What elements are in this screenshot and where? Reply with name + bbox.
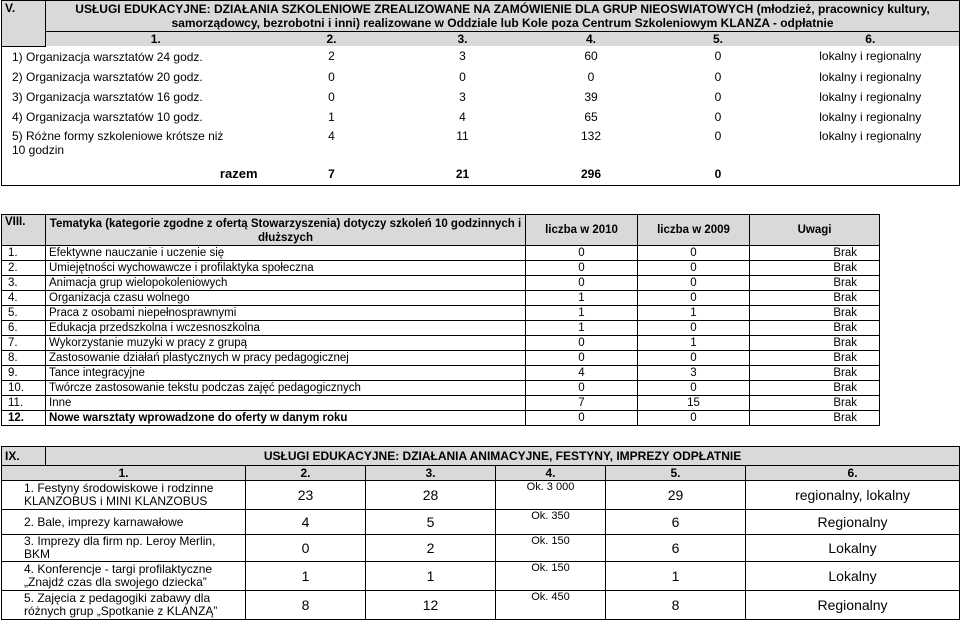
cell: 1 xyxy=(606,562,746,591)
header-topic: Tematyka (kategorie zgodne z ofertą Stowarzyszenia) dotyczy szkoleń 10 godzinnych i dłuższych xyxy=(46,215,526,246)
row-topic: Zastosowanie działań plastycznych w pracy pedagogicznej xyxy=(46,351,526,366)
section-v-col-numbers xyxy=(2,32,960,47)
row-note: Brak xyxy=(750,411,880,426)
row-note: Brak xyxy=(750,306,880,321)
row-2009: 0 xyxy=(638,246,750,261)
row-2009: 0 xyxy=(638,291,750,306)
table-row xyxy=(2,591,960,620)
row-2010: 7 xyxy=(526,396,638,411)
table-row xyxy=(2,336,880,351)
row-2009: 0 xyxy=(638,276,750,291)
row-label: 3. Imprezy dla firm np. Leroy Merlin, BKM xyxy=(2,535,246,562)
cell: Lokalny xyxy=(746,535,960,562)
cell: 1 xyxy=(328,109,335,124)
row-number: 8. xyxy=(2,351,46,366)
cell: 0 xyxy=(714,49,722,64)
section-ix-col-numbers xyxy=(2,466,960,481)
cell: Ok. 150 xyxy=(496,562,606,591)
row-note: Brak xyxy=(750,321,880,336)
table-row xyxy=(2,535,960,562)
cell: 0 xyxy=(714,69,722,84)
row-label: 2) Organizacja warsztatów 20 godz. xyxy=(12,69,203,84)
cell: 6 xyxy=(606,510,746,535)
table-row xyxy=(2,276,880,291)
cell: 0 xyxy=(246,535,366,562)
row-number: 3. xyxy=(2,276,46,291)
cell: 4 xyxy=(246,510,366,535)
cell: lokalny i regionalny xyxy=(819,128,922,143)
row-label: 1. Festyny środowiskowe i rodzinne KLANZOBUS i MINI KLANZOBUS xyxy=(2,481,246,510)
table-row xyxy=(2,321,880,336)
table-row xyxy=(2,46,960,67)
header-notes: Uwagi xyxy=(750,215,880,246)
cell: 11 xyxy=(456,128,469,143)
section-ix-table xyxy=(1,446,960,620)
row-topic: Twórcze zastosowanie tekstu podczas zajęć pedagogicznych xyxy=(46,381,526,396)
cell: 7 xyxy=(328,166,335,181)
row-note: Brak xyxy=(750,291,880,306)
row-2010: 0 xyxy=(526,276,638,291)
row-2010: 4 xyxy=(526,366,638,381)
total-label: razem xyxy=(219,166,258,181)
table-row xyxy=(2,291,880,306)
cell: 39 xyxy=(584,89,598,104)
section-v-title: USŁUGI EDUKACYJNE: DZIAŁANIA SZKOLENIOWE ZREALIZOWANE NA ZAMÓWIENIE DLA GRUP NIEOSWIATOWYCH (młodzież, pracownicy kultury, samorządowcy, bezrobotni i inni) realizowane w Oddziale lub Kole poza Centrum Szkoleniowym KLANZA - odpłatnie xyxy=(46,1,960,32)
cell: 2 xyxy=(366,535,496,562)
row-2010: 0 xyxy=(526,261,638,276)
cell: 4 xyxy=(459,109,466,124)
row-number: 10. xyxy=(2,381,46,396)
cell: 132 xyxy=(580,128,602,143)
table-row xyxy=(2,396,880,411)
table-row xyxy=(2,366,880,381)
cell: 0 xyxy=(714,89,722,104)
row-topic: Praca z osobami niepełnosprawnymi xyxy=(46,306,526,321)
section-viii-roman: VIII. xyxy=(2,215,46,246)
row-label: 2. Bale, imprezy karnawałowe xyxy=(2,510,246,535)
cell: regionalny, lokalny xyxy=(746,481,960,510)
cell xyxy=(782,163,960,186)
table-row xyxy=(2,562,960,591)
row-note: Brak xyxy=(750,276,880,291)
row-number: 9. xyxy=(2,366,46,381)
cell: 28 xyxy=(366,481,496,510)
row-2010: 0 xyxy=(526,411,638,426)
cell: Ok. 450 xyxy=(496,591,606,620)
cell: 29 xyxy=(606,481,746,510)
cell: Ok. 150 xyxy=(496,535,606,562)
row-2009: 0 xyxy=(638,321,750,336)
cell: 8 xyxy=(246,591,366,620)
row-note: Brak xyxy=(750,246,880,261)
row-topic: Tance integracyjne xyxy=(46,366,526,381)
row-2010: 0 xyxy=(526,381,638,396)
row-number: 2. xyxy=(2,261,46,276)
table-row xyxy=(2,411,880,426)
row-label: 5) Różne formy szkoleniowe krótsze niż 10 godzin xyxy=(12,128,224,157)
row-topic: Organizacja czasu wolnego xyxy=(46,291,526,306)
cell: 8 xyxy=(606,591,746,620)
col-number: 6. xyxy=(746,466,960,481)
table-row xyxy=(2,510,960,535)
col-number: 5. xyxy=(606,466,746,481)
section-v-header xyxy=(2,1,960,32)
row-label: 1) Organizacja warsztatów 24 godz. xyxy=(12,49,203,64)
table-row xyxy=(2,246,880,261)
cell: 3 xyxy=(459,49,466,64)
table-row xyxy=(2,261,880,276)
row-note: Brak xyxy=(750,396,880,411)
row-number: 6. xyxy=(2,321,46,336)
cell: Regionalny xyxy=(746,591,960,620)
cell: Ok. 350 xyxy=(496,510,606,535)
row-number: 4. xyxy=(2,291,46,306)
table-row xyxy=(2,381,880,396)
row-2010: 0 xyxy=(526,351,638,366)
section-ix-rows xyxy=(2,481,960,620)
total-row xyxy=(2,163,960,186)
cell: 60 xyxy=(584,49,598,64)
cell: Lokalny xyxy=(746,562,960,591)
cell: 0 xyxy=(587,69,595,84)
row-number: 1. xyxy=(2,246,46,261)
cell: 0 xyxy=(714,128,722,143)
section-viii-header xyxy=(2,215,880,246)
row-note: Brak xyxy=(750,351,880,366)
row-2010: 0 xyxy=(526,336,638,351)
row-2009: 0 xyxy=(638,261,750,276)
cell: 1 xyxy=(246,562,366,591)
row-topic: Edukacja przedszkolna i wczesnoszkolna xyxy=(46,321,526,336)
table-row xyxy=(2,481,960,510)
row-topic: Inne xyxy=(46,396,526,411)
row-2009: 1 xyxy=(638,336,750,351)
col-number: 6. xyxy=(782,32,960,47)
row-topic: Efektywne nauczanie i uczenie się xyxy=(46,246,526,261)
row-topic: Nowe warsztaty wprowadzone do oferty w danym roku xyxy=(46,411,526,426)
section-ix-header xyxy=(2,447,960,466)
section-v-roman: V. xyxy=(2,1,46,47)
table-row xyxy=(2,87,960,107)
row-2010: 1 xyxy=(526,291,638,306)
cell: lokalny i regionalny xyxy=(819,109,922,124)
col-number: 3. xyxy=(398,32,528,47)
col-number: 2. xyxy=(266,32,398,47)
section-v-table xyxy=(1,0,960,186)
row-number: 7. xyxy=(2,336,46,351)
header-2009: liczba w 2009 xyxy=(638,215,750,246)
row-topic: Animacja grup wielopokoleniowych xyxy=(46,276,526,291)
row-label: 4. Konferencje - targi profilaktyczne „Znajdź czas dla swojego dziecka” xyxy=(2,562,246,591)
row-number: 12. xyxy=(2,411,46,426)
cell: 5 xyxy=(366,510,496,535)
col-number: 3. xyxy=(366,466,496,481)
cell: 0 xyxy=(328,69,335,84)
row-2009: 15 xyxy=(638,396,750,411)
row-topic: Umiejętności wychowawcze i profilaktyka społeczna xyxy=(46,261,526,276)
row-2010: 1 xyxy=(526,306,638,321)
cell: 1 xyxy=(366,562,496,591)
row-label: 3) Organizacja warsztatów 16 godz. xyxy=(12,89,203,104)
row-label: 4) Organizacja warsztatów 10 godz. xyxy=(12,109,203,124)
row-label: 5. Zajęcia z pedagogiki zabawy dla różnych grup „Spotkanie z KLANZĄ” xyxy=(2,591,246,620)
cell: Regionalny xyxy=(746,510,960,535)
cell: 4 xyxy=(328,128,335,143)
section-ix-roman: IX. xyxy=(2,447,46,466)
cell: 6 xyxy=(606,535,746,562)
table-row xyxy=(2,107,960,127)
cell: 2 xyxy=(328,49,335,64)
cell: 12 xyxy=(366,591,496,620)
row-2009: 3 xyxy=(638,366,750,381)
table-row xyxy=(2,127,960,163)
row-2009: 0 xyxy=(638,411,750,426)
section-ix-title: USŁUGI EDUKACYJNE: DZIAŁANIA ANIMACYJNE, FESTYNY, IMPREZY ODPŁATNIE xyxy=(46,447,960,466)
cell: lokalny i regionalny xyxy=(819,69,922,84)
table-row xyxy=(2,67,960,87)
row-note: Brak xyxy=(750,261,880,276)
header-2010: liczba w 2010 xyxy=(526,215,638,246)
row-note: Brak xyxy=(750,366,880,381)
row-note: Brak xyxy=(750,381,880,396)
row-topic: Wykorzystanie muzyki w pracy z grupą xyxy=(46,336,526,351)
cell: 21 xyxy=(455,166,470,181)
col-number: 2. xyxy=(246,466,366,481)
cell: 3 xyxy=(459,89,466,104)
section-viii-rows xyxy=(2,246,880,426)
col-number: 1. xyxy=(46,32,266,47)
col-number: 4. xyxy=(528,32,655,47)
row-number: 11. xyxy=(2,396,46,411)
cell: lokalny i regionalny xyxy=(819,49,922,64)
row-2009: 0 xyxy=(638,351,750,366)
cell: 23 xyxy=(246,481,366,510)
col-number: 5. xyxy=(655,32,782,47)
cell: 296 xyxy=(580,166,602,181)
cell: 0 xyxy=(459,69,466,84)
row-number: 5. xyxy=(2,306,46,321)
cell: 0 xyxy=(714,166,722,181)
row-2009: 0 xyxy=(638,381,750,396)
row-2010: 0 xyxy=(526,246,638,261)
table-row xyxy=(2,351,880,366)
section-viii-table xyxy=(1,214,880,426)
col-number: 1. xyxy=(2,466,246,481)
cell: lokalny i regionalny xyxy=(819,89,922,104)
col-number: 4. xyxy=(496,466,606,481)
cell: Ok. 3 000 xyxy=(496,481,606,510)
cell: 65 xyxy=(584,109,598,124)
cell: 0 xyxy=(328,89,335,104)
row-note: Brak xyxy=(750,336,880,351)
row-2010: 1 xyxy=(526,321,638,336)
table-row xyxy=(2,306,880,321)
row-2009: 1 xyxy=(638,306,750,321)
cell: 0 xyxy=(714,109,722,124)
